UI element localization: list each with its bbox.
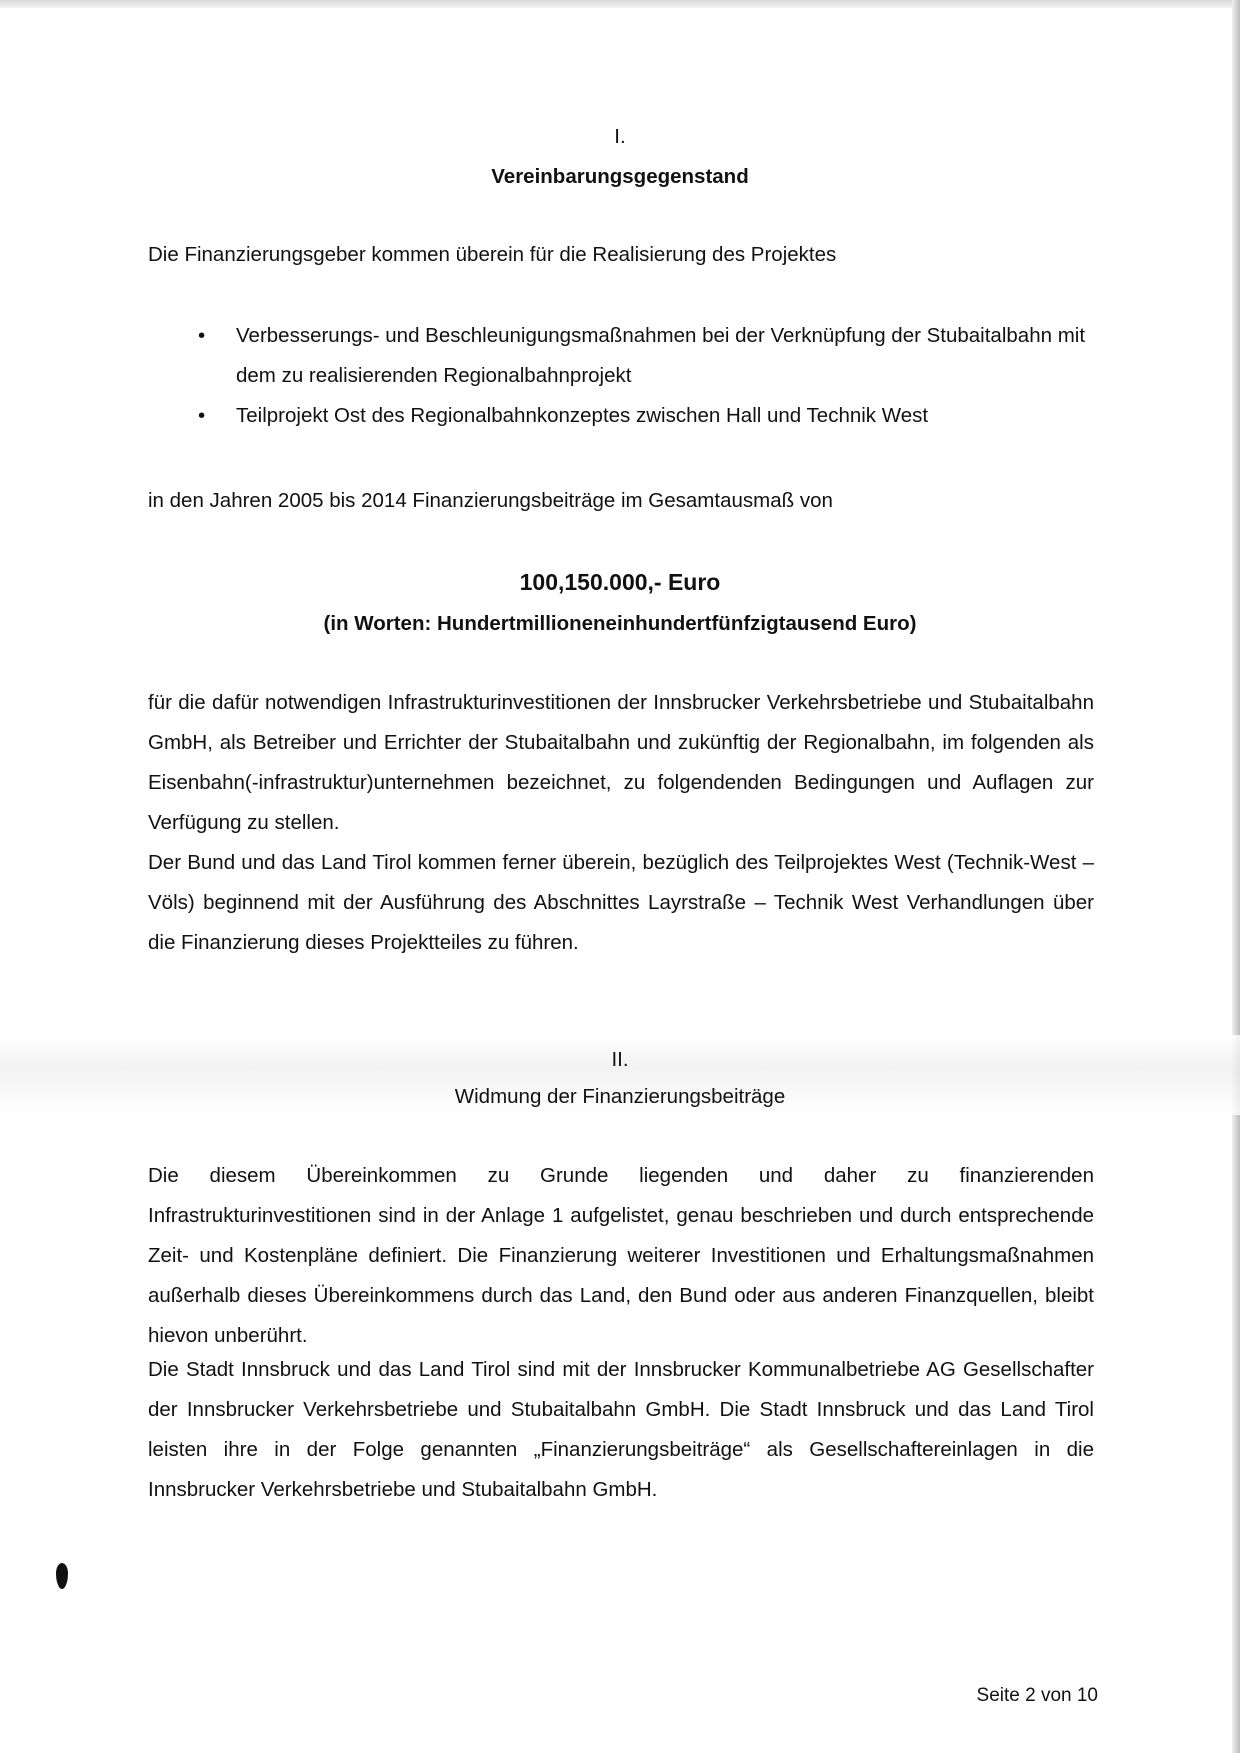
project-list [148, 316, 1094, 436]
list-item-text: Verbesserungs- und Beschleunigungsmaßnahmen bei der Verknüpfung der Stubaitalbahn mit dem zu realisierenden Regionalbahnprojekt [236, 324, 1086, 387]
page-number: Seite 2 von 10 [976, 1685, 1098, 1706]
amount-in-words: (in Worten: Hundertmillioneneinhundertfünfzigtausend Euro) [323, 612, 917, 635]
section-1-number: I. [614, 125, 626, 148]
section-2-number: II. [611, 1048, 629, 1071]
years-sentence: in den Jahren 2005 bis 2014 Finanzierungsbeiträge im Gesamtausmaß von [148, 489, 833, 512]
intro-sentence: Die Finanzierungsgeber kommen überein für die Realisierung des Projektes [148, 243, 837, 266]
bullet-icon: • [198, 404, 206, 427]
purpose-paragraph: für die dafür notwendigen Infrastrukturinvestitionen der Innsbrucker Verkehrsbetriebe und Stubaitalbahn GmbH, als Betreiber und Errichter der Stubaitalbahn und zukünftig der Regionalbahn, im folgenden als Eisenbahn(-infrastruktur)unternehmen bezeichnet, zu folgendenden Bedingungen und Auflagen zur Verfügung zu stellen. [148, 691, 1094, 834]
section-1-title: Vereinbarungsgegenstand [491, 165, 749, 188]
west-project-paragraph: Der Bund und das Land Tirol kommen ferner überein, bezüglich des Teilprojektes West (Technik-West – Völs) beginnend mit der Ausführung des Abschnittes Layrstraße – Technik West Verhandlungen über die Finanzierung dieses Projektteiles zu führen. [148, 851, 1094, 954]
list-item-text: Teilprojekt Ost des Regionalbahnkonzeptes zwischen Hall und Technik West [236, 404, 929, 427]
total-amount: 100,150.000,- Euro [519, 569, 721, 595]
list-item [148, 396, 1094, 436]
list-item [148, 316, 1094, 396]
bullet-icon: • [198, 324, 206, 347]
dedication-paragraph-1: Die diesem Übereinkommen zu Grunde liegenden und daher zu finanzierenden Infrastrukturinvestitionen sind in der Anlage 1 aufgelistet, genau beschrieben und durch entsprechende Zeit- und Kostenpläne definiert. Die Finanzierung weiterer Investitionen und Erhaltungsmaßnahmen außerhalb dieses Übereinkommens durch das Land, den Bund oder aus anderen Finanzquellen, bleibt hievon unberührt. [148, 1164, 1094, 1347]
dedication-paragraph-2: Die Stadt Innsbruck und das Land Tirol sind mit der Innsbrucker Kommunalbetriebe AG Gesellschafter der Innsbrucker Verkehrsbetriebe und Stubaitalbahn GmbH. Die Stadt Innsbruck und das Land Tirol leisten ihre in der Folge genannten „Finanzierungsbeiträge“ als Gesellschaftereinlagen in die Innsbrucker Verkehrsbetriebe und Stubaitalbahn GmbH. [148, 1358, 1094, 1501]
section-2-title: Widmung der Finanzierungsbeiträge [454, 1085, 786, 1108]
